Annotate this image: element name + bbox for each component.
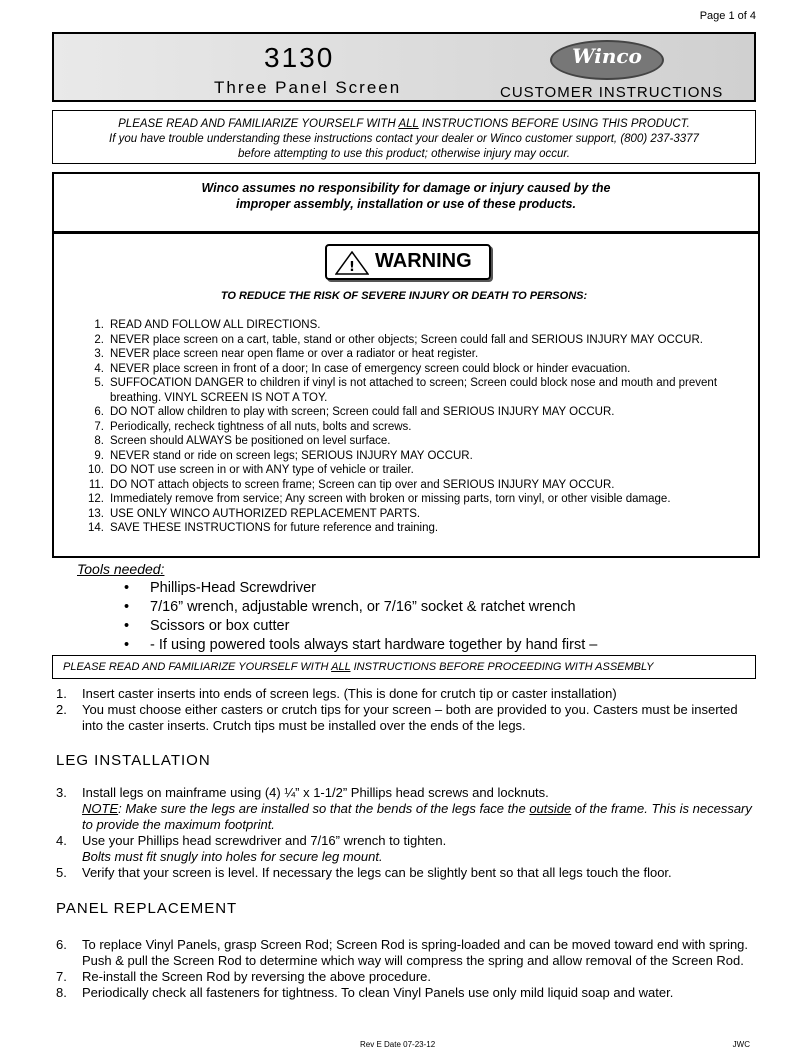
tool-item: • Scissors or box cutter [124,617,597,636]
intro-steps [56,686,756,734]
panel-replacement-heading: PANEL REPLACEMENT [56,900,238,917]
tool-item: • - If using powered tools always start hardware together by hand first – [124,636,597,655]
notice-line1-a: PLEASE READ AND FAMILIARIZE YOURSELF WITH [118,118,399,130]
model-number: 3130 [264,42,335,73]
document-type: CUSTOMER INSTRUCTIONS [500,84,724,101]
step-item: 8. Periodically check all fasteners for tightness. To clean Vinyl Panels use only mild liquid soap and water. [56,985,674,1000]
warning-item: 3. NEVER place screen near open flame or over a radiator or heat register. [94,348,479,360]
warning-item: 6. DO NOT allow children to play with screen; Screen could fall and SERIOUS INJURY MAY OCCUR. [94,406,615,418]
step-item: 1. Insert caster inserts into ends of screen legs. (This is done for crutch tip or caster installation) [56,686,617,701]
tools-needed-heading: Tools needed: [77,561,165,577]
warning-item: 4. NEVER place screen in front of a door; In case of emergency screen could block or hinder evacuation. [94,362,631,375]
warning-item: 14. SAVE THESE INSTRUCTIONS for future reference and training. [88,522,439,534]
read-instructions-notice [52,110,756,164]
panel-replacement-steps [56,937,756,1001]
warning-item: 7. Periodically, recheck tightness of all nuts, bolts and screws. [94,420,412,433]
warning-title: WARNING [375,250,472,272]
warning-subtitle: TO REDUCE THE RISK OF SEVERE INJURY OR DEATH TO PERSONS: [220,290,588,302]
warning-item: 5. SUFFOCATION DANGER to children if vinyl is not attached to screen; Screen could block nose and mouth and prevent breathing. VINYL SCREEN IS NOT A TOY. [94,377,718,404]
step-item: 6. To replace Vinyl Panels, grasp Screen Rod; Screen Rod is spring-loaded and can be moved toward end with spring. Push & pull the Screen Rod to determine which way will compress the spring and allow removal of the Screen Rod. [56,937,749,968]
responsibility-disclaimer [52,172,760,233]
notice-line1-b: INSTRUCTIONS BEFORE USING THIS PRODUCT. [418,118,690,130]
warning-item: 10. DO NOT use screen in or with ANY type of vehicle or trailer. [88,464,414,476]
svg-text:!: ! [349,260,355,275]
step-item: 3. Install legs on mainframe using (4) ¼” x 1-1/2” Phillips head screws and locknuts. NOTE: Make sure the legs are installed so that the bends of the legs face the outside of the frame. This is necessary to provide the maximum footprint. [56,785,752,832]
winco-logo-text: Winco [572,44,642,68]
warning-list [76,318,736,536]
warning-item: 1. READ AND FOLLOW ALL DIRECTIONS. [94,319,321,331]
leg-installation-steps [56,785,756,881]
warning-box [52,232,760,558]
author-initials: JWC [732,1040,750,1049]
warning-item: 8. Screen should ALWAYS be positioned on level surface. [94,435,391,447]
disclaimer-line1: Winco assumes no responsibility for damage or injury caused by the [201,181,611,195]
notice-line2: If you have trouble understanding these instructions contact your dealer or Winco customer support, (800) 237-3377 [109,133,699,145]
revision-date: Rev E Date 07-23-12 [360,1040,436,1049]
document-header [52,32,756,102]
product-name: Three Panel Screen [214,78,402,97]
step-item: 2. You must choose either casters or crutch tips for your screen – both are provided to you. Casters must be inserted into the caster inserts. Crutch tips must be installed over the ends of the legs. [56,702,738,733]
step-item: 5. Verify that your screen is level. If necessary the legs can be slightly bent so that all legs touch the floor. [56,865,672,880]
step-item: 7. Re-install the Screen Rod by reversing the above procedure. [56,969,432,984]
tool-item: • Phillips-Head Screwdriver [124,579,597,598]
page-number: Page 1 of 4 [699,10,756,22]
warning-triangle-icon [335,251,369,275]
tools-list [124,579,597,655]
warning-item: 2. NEVER place screen on a cart, table, stand or other objects; Screen could fall and SERIOUS INJURY MAY OCCUR. [94,333,703,346]
warning-item: 13. USE ONLY WINCO AUTHORIZED REPLACEMENT PARTS. [88,507,421,520]
notice-line1-all: ALL [398,118,419,130]
assembly-notice: PLEASE READ AND FAMILIARIZE YOURSELF WITH ALL INSTRUCTIONS BEFORE PROCEEDING WITH ASSEMBLY [52,655,756,679]
warning-label [325,244,491,280]
disclaimer-line2: improper assembly, installation or use of these products. [236,197,576,211]
warning-item: 9. NEVER stand or ride on screen legs; SERIOUS INJURY MAY OCCUR. [94,449,473,462]
warning-item: 12. Immediately remove from service; Any screen with broken or missing parts, torn vinyl, or other visible damage. [88,493,671,505]
step-item: 4. Use your Phillips head screwdriver and 7/16” wrench to tighten. Bolts must fit snugly into holes for secure leg mount. [56,833,447,864]
notice-line3: before attempting to use this product; otherwise injury may occur. [238,148,570,160]
warning-item: 11. DO NOT attach objects to screen frame; Screen can tip over and SERIOUS INJURY MAY OCCUR. [88,478,615,491]
leg-installation-heading: LEG INSTALLATION [56,752,211,769]
tool-item: • 7/16” wrench, adjustable wrench, or 7/16” socket & ratchet wrench [124,598,597,617]
